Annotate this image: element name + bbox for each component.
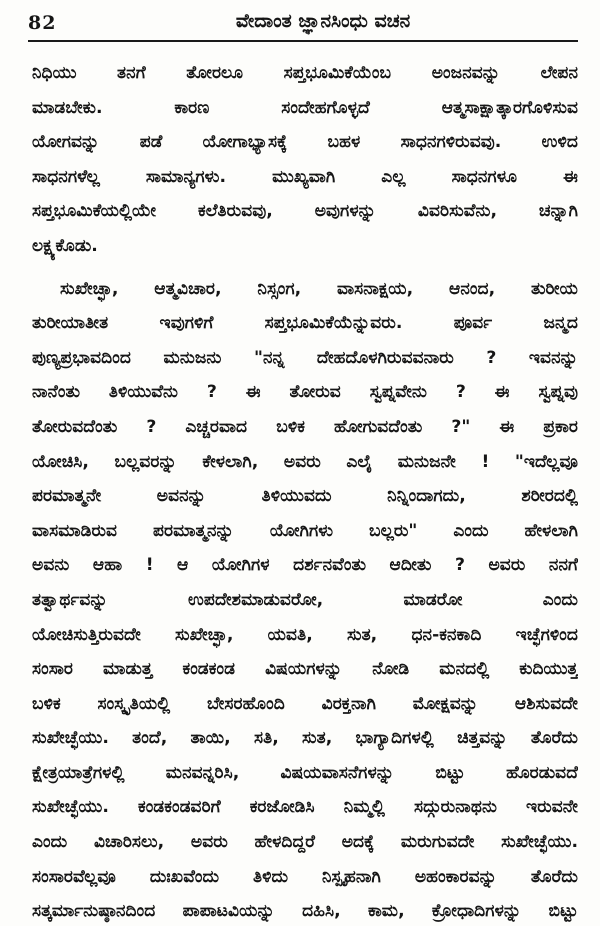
paragraph-1 [32,56,578,264]
text-line: ಪುಣ್ಯಪ್ರಭಾವದಿಂದ ಮನುಜನು "ನನ್ನ ದೇಹದೊಳಗಿರುವವನಾರು ? ಇವನನ್ನು [32,347,578,368]
running-title: ವೇದಾಂತ ಜ್ಞಾನಸಿಂಧು ವಚನ [235,10,411,32]
page-number: 82 [28,12,57,34]
page-header [28,6,578,42]
text-line: ಕ್ಷೇತ್ರಯಾತ್ರೆಗಳಲ್ಲಿ ಮನವನ್ನರಿಸಿ, ವಿಷಯವಾಸನೆಗಳನ್ನು ಬಿಟ್ಟು ಹೊರಡುವದೆ [32,762,578,783]
text-line: ಸುಖೇಚ್ಛೆಯು. ಕಂಡಕಂಡವರಿಗೆ ಕರಜೋಡಿಸಿ ನಿಮ್ಮಲ್ಲಿ ಸದ್ಗುರುನಾಥನು ಇರುವನೇ [32,797,578,818]
text-line: ಸಂಸಾರವೆಲ್ಲವೂ ದುಃಖವೆಂದು ತಿಳಿದು ನಿಸ್ಪೃಹನಾಗಿ ಅಹಂಕಾರವನ್ನು ತೊರೆದು [32,866,578,887]
text-line: ಸಪ್ತಭೂಮಿಕೆಯಲ್ಲಿಯೇ ಕಲೆತಿರುವವು, ಅವುಗಳನ್ನು ವಿವರಿಸುವೆನು, ಚನ್ನಾಗಿ [32,201,578,222]
text-line: ನಾನೆಂತು ತಿಳಿಯುವೆನು ? ಈ ತೋರುವ ಸ್ವಪ್ನವೇನು ? ಈ ಸ್ವಪ್ನವು [32,382,578,403]
text-line: ಸತ್ಕರ್ಮಾನುಷ್ಠಾನದಿಂದ ಪಾಪಾಟವಿಯನ್ನು ದಹಿಸಿ, ಕಾಮ, ಕ್ರೋಧಾದಿಗಳನ್ನು ಬಿಟ್ಟು [32,901,578,922]
text-line: ತುರೀಯಾತೀತ ಇವುಗಳಿಗೆ ಸಪ್ತಭೂಮಿಕೆಯೆನ್ನುವರು. ಪೂರ್ವ ಜನ್ಮದ [32,313,578,334]
text-line: ಮಾಡಬೇಕು. ಕಾರಣ ಸಂದೇಹಗೊಳ್ಳದೆ ಆತ್ಮಸಾಕ್ಷಾತ್ಕಾರಗೊಳಿಸುವ [32,97,578,118]
text-line: ತತ್ವಾರ್ಥವನ್ನು ಉಪದೇಶಮಾಡುವರೋ, ಮಾಡರೋ ಎಂದು [32,589,578,610]
body-text [32,56,578,937]
paragraph-2 [32,272,578,929]
text-line: ಅವನು ಆಹಾ ! ಆ ಯೋಗಿಗಳ ದರ್ಶನವೆಂತು ಆದೀತು ? ಅವರು ನನಗೆ [32,555,578,576]
text-line: ಸುಖೇಚ್ಛಾ, ಆತ್ಮವಿಚಾರ, ನಿಸ್ಸಂಗ, ವಾಸನಾಕ್ಷಯ, ಆನಂದ, ತುರೀಯ [60,278,578,299]
text-line: ಬಳಿಕ ಸಂಸ್ಕೃತಿಯಲ್ಲಿ ಬೇಸರಹೊಂದಿ ವಿರಕ್ತನಾಗಿ ಮೋಕ್ಷವನ್ನು ಆಶಿಸುವದೇ [32,693,578,714]
text-line: ತೋರುವದೆಂತು ? ಎಚ್ಚರವಾದ ಬಳಿಕ ಹೋಗುವದೆಂತು ?" ಈ ಪ್ರಕಾರ [32,416,578,437]
text-line: ಪರಮಾತ್ಮನೇ ಅವನನ್ನು ತಿಳಿಯುವದು ನಿನ್ನಿಂದಾಗದು, ಶರೀರದಲ್ಲಿ [32,486,578,507]
text-line: ವಾಸಮಾಡಿರುವ ಪರಮಾತ್ಮನನ್ನು ಯೋಗಿಗಳು ಬಲ್ಲರು" ಎಂದು ಹೇಳಲಾಗಿ [32,520,578,541]
text-line: ನಿಧಿಯು ತನಗೆ ತೋರಲೂ ಸಪ್ತಭೂಮಿಕೆಯೆಂಬ ಅಂಜನವನ್ನು ಲೇಪನ [32,63,578,83]
text-line: ಯೋಗವನ್ನು ಪಡೆ ಯೋಗಾಭ್ಯಾಸಕ್ಕೆ ಬಹಳ ಸಾಧನಗಳಿರುವವು. ಉಳಿದ [32,132,578,153]
text-line: ಸುಖೇಚ್ಛೆಯು. ತಂದೆ, ತಾಯಿ, ಸತಿ, ಸುತ, ಭಾಗ್ಯಾದಿಗಳಲ್ಲಿ ಚಿತ್ತವನ್ನು ತೊರೆದು [32,728,578,749]
text-line: ಲಕ್ಷ್ಯಕೊಡು. [32,235,98,256]
text-line: ಯೋಚಿಸಿ, ಬಲ್ಲವರನ್ನು ಕೇಳಲಾಗಿ, ಅವರು ಎಲೈ ಮನುಜನೇ ! "ಇದೆಲ್ಲವೂ [32,451,578,472]
text-line: ಸಂಸಾರ ಮಾಡುತ್ತ ಕಂಡಕಂಡ ವಿಷಯಗಳನ್ನು ನೋಡಿ ಮನದಲ್ಲಿ ಕುದಿಯುತ್ತ [32,659,578,680]
text-line: ಸಾಧನಗಳೆಲ್ಲ ಸಾಮಾನ್ಯಗಳು. ಮುಖ್ಯವಾಗಿ ಎಲ್ಲ ಸಾಧನಗಳೂ ಈ [32,166,578,187]
text-line: ಯೋಚಿಸುತ್ತಿರುವದೇ ಸುಖೇಚ್ಛಾ, ಯವತಿ, ಸುತ, ಧನ-ಕನಕಾದಿ ಇಚ್ಛೆಗಳಿಂದ [32,624,578,645]
text-line: ಎಂದು ವಿಚಾರಿಸಲು, ಅವರು ಹೇಳದಿದ್ದರೆ ಅದಕ್ಕೆ ಮರುಗುವದೇ ಸುಖೇಚ್ಛೆಯು. [32,832,578,853]
